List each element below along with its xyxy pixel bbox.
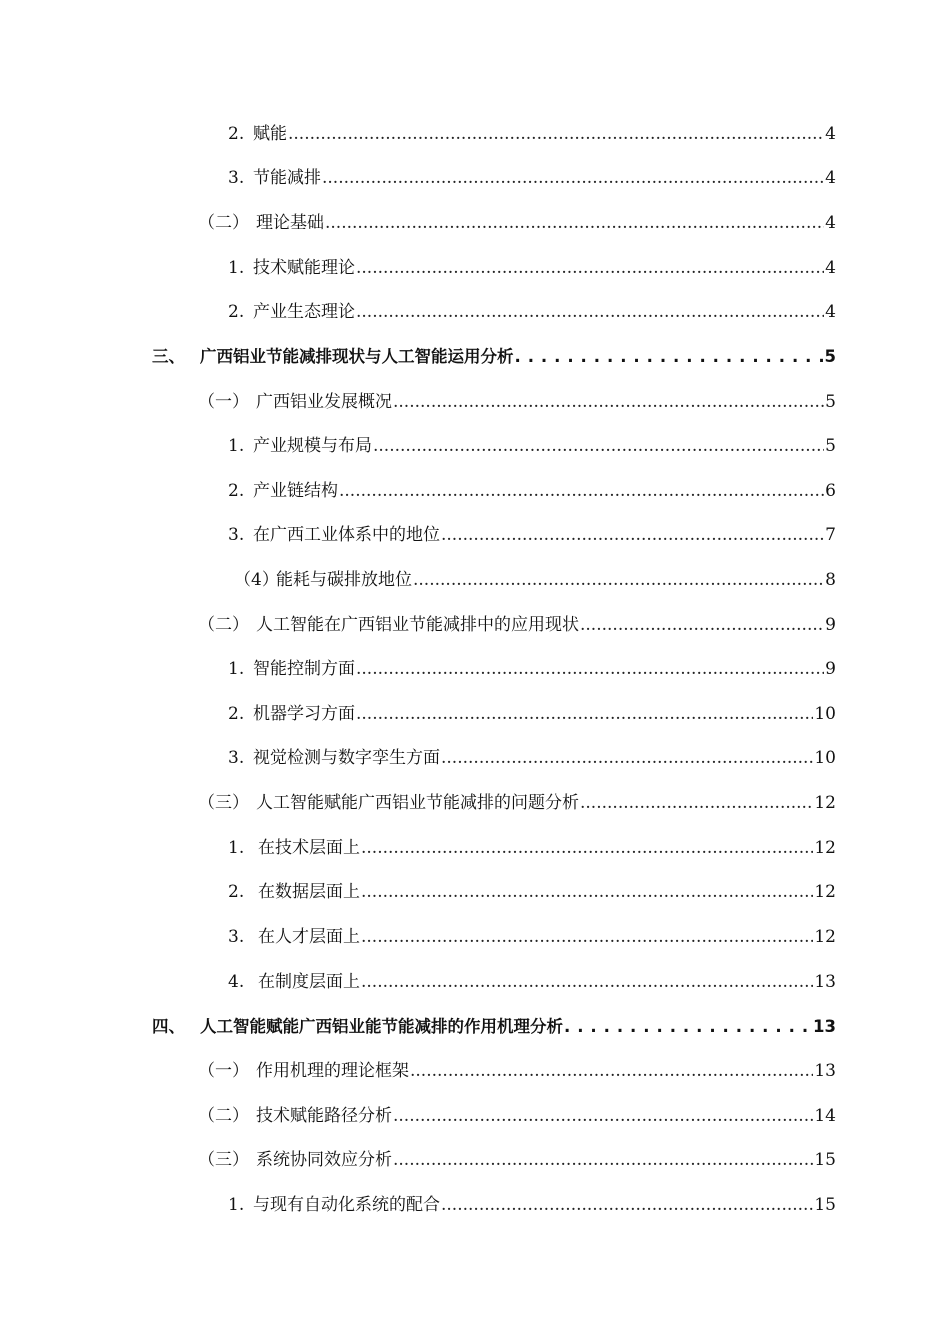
toc-entry-title: 在人才层面上	[258, 927, 360, 947]
dot-leader	[339, 480, 824, 502]
dot-leader	[361, 837, 813, 859]
toc-entry-number: 2.	[228, 704, 245, 724]
dot-leader	[515, 346, 824, 368]
toc-entry-number: 2.	[228, 302, 245, 322]
toc-entry[interactable]	[198, 1143, 836, 1171]
toc-entry[interactable]	[198, 1099, 836, 1127]
toc-entry-title: 人工智能赋能广西铝业能节能减排的作用机理分析	[200, 1017, 563, 1036]
toc-entry-page: 4	[825, 302, 836, 322]
dot-leader	[356, 658, 824, 680]
toc-entry-title: 理论基础	[256, 213, 324, 233]
toc-entry-page: 7	[825, 525, 836, 545]
toc-entry[interactable]	[228, 429, 836, 457]
toc-entry-page: 6	[825, 481, 836, 501]
toc-entry-title: 节能减排	[253, 168, 321, 188]
toc-entry-title: 产业链结构	[253, 481, 338, 501]
dot-leader	[441, 524, 824, 546]
toc-entry-number: 2.	[228, 882, 245, 902]
toc-entry-number: （一）	[198, 392, 249, 412]
toc-entry-title: 产业规模与布局	[253, 436, 372, 456]
toc-entry-title: 机器学习方面	[253, 704, 355, 724]
toc-entry-page: 14	[814, 1106, 836, 1126]
toc-entry-page: 4	[825, 258, 836, 278]
dot-leader	[580, 614, 824, 636]
toc-entry[interactable]	[198, 385, 836, 413]
toc-entry-page: 5	[825, 392, 836, 412]
dot-leader	[393, 1105, 813, 1127]
toc-entry[interactable]	[198, 1054, 836, 1082]
toc-entry-number: 2.	[228, 481, 245, 501]
toc-entry-title: 智能控制方面	[253, 659, 355, 679]
dot-leader	[441, 747, 813, 769]
toc-entry-number: 四、	[152, 1017, 185, 1036]
toc-entry-page: 13	[814, 1061, 836, 1081]
toc-entry-page: 12	[814, 838, 836, 858]
toc-entry[interactable]	[228, 251, 836, 279]
toc-entry-title: 与现有自动化系统的配合	[253, 1195, 440, 1215]
toc-entry-page: 15	[814, 1195, 836, 1215]
toc-entry-number: 三、	[152, 347, 185, 366]
toc-entry-title: 在数据层面上	[258, 882, 360, 902]
toc-entry-number: 3.	[228, 168, 245, 188]
dot-leader	[322, 167, 824, 189]
toc-entry[interactable]	[228, 1188, 836, 1216]
dot-leader	[393, 391, 824, 413]
toc-entry[interactable]	[228, 518, 836, 546]
toc-entry[interactable]	[198, 608, 836, 636]
toc-entry-title: 广西铝业节能减排现状与人工智能运用分析	[200, 347, 514, 366]
toc-entry-number: 3.	[228, 748, 245, 768]
toc-entry-number: （三）	[198, 793, 249, 813]
dot-leader	[413, 569, 824, 591]
dot-leader	[325, 212, 824, 234]
toc-entry-number: （二）	[198, 615, 249, 635]
toc-entry-number: 2.	[228, 124, 245, 144]
toc-entry-title: 作用机理的理论框架	[256, 1061, 409, 1081]
dot-leader	[361, 881, 813, 903]
dot-leader	[564, 1016, 812, 1038]
toc-entry-page: 5	[824, 347, 836, 366]
dot-leader	[580, 792, 813, 814]
toc-entry-title: 在技术层面上	[258, 838, 360, 858]
toc-entry-page: 4	[825, 124, 836, 144]
toc-entry[interactable]	[228, 920, 836, 948]
dot-leader	[361, 971, 813, 993]
toc-entry[interactable]	[228, 652, 836, 680]
toc-entry-page: 10	[814, 704, 836, 724]
dot-leader	[393, 1149, 813, 1171]
toc-entry-number: 3.	[228, 525, 245, 545]
toc-entry-page: 10	[814, 748, 836, 768]
toc-entry-number: （二）	[198, 213, 249, 233]
toc-entry-title: 视觉检测与数字孪生方面	[253, 748, 440, 768]
toc-section-heading[interactable]	[152, 1010, 836, 1038]
toc-entry-number: 1.	[228, 838, 245, 858]
dot-leader	[356, 257, 824, 279]
toc-entry[interactable]	[228, 117, 836, 145]
toc-entry-title: 在广西工业体系中的地位	[253, 525, 440, 545]
toc-entry-page: 15	[814, 1150, 836, 1170]
toc-entry-page: 13	[813, 1017, 836, 1036]
toc-entry-page: 12	[814, 882, 836, 902]
toc-entry-number: 3.	[228, 927, 245, 947]
toc-entry-number: （4）	[234, 570, 279, 590]
toc-entry[interactable]	[228, 295, 836, 323]
toc-entry-title: 系统协同效应分析	[256, 1150, 392, 1170]
toc-entry-page: 5	[825, 436, 836, 456]
toc-entry-page: 4	[825, 168, 836, 188]
dot-leader	[361, 926, 813, 948]
toc-entry-page: 12	[814, 793, 836, 813]
toc-entry-title: 能耗与碳排放地位	[276, 570, 412, 590]
toc-entry-number: （三）	[198, 1150, 249, 1170]
toc-entry[interactable]	[228, 741, 836, 769]
toc-entry[interactable]	[234, 563, 836, 591]
toc-entry-page: 9	[825, 659, 836, 679]
toc-entry-number: （二）	[198, 1106, 249, 1126]
toc-entry-title: 产业生态理论	[253, 302, 355, 322]
toc-entry[interactable]	[228, 875, 836, 903]
toc-entry[interactable]	[228, 161, 836, 189]
toc-entry-number: 1.	[228, 659, 245, 679]
toc-entry-number: 1.	[228, 258, 245, 278]
dot-leader	[288, 123, 824, 145]
toc-entry-title: 在制度层面上	[258, 972, 360, 992]
toc-entry-page: 8	[825, 570, 836, 590]
toc-entry-title: 技术赋能理论	[253, 258, 355, 278]
toc-entry-title: 技术赋能路径分析	[256, 1106, 392, 1126]
toc-entry-title: 赋能	[253, 124, 287, 144]
dot-leader	[373, 435, 824, 457]
toc-entry-title: 广西铝业发展概况	[256, 392, 392, 412]
toc-entry[interactable]	[228, 697, 836, 725]
toc-entry-page: 12	[814, 927, 836, 947]
toc-entry-page: 13	[814, 972, 836, 992]
toc-entry[interactable]	[198, 786, 836, 814]
toc-entry[interactable]	[228, 965, 836, 993]
toc-entry-number: 1.	[228, 436, 245, 456]
toc-entry-page: 4	[825, 213, 836, 233]
toc-entry-page: 9	[825, 615, 836, 635]
toc-entry[interactable]	[228, 831, 836, 859]
toc-entry-number: 4.	[228, 972, 245, 992]
toc-entry-title: 人工智能在广西铝业节能减排中的应用现状	[256, 615, 579, 635]
toc-entry-number: （一）	[198, 1061, 249, 1081]
dot-leader	[356, 301, 824, 323]
toc-entry[interactable]	[198, 206, 836, 234]
dot-leader	[410, 1060, 813, 1082]
toc-entry-title: 人工智能赋能广西铝业节能减排的问题分析	[256, 793, 579, 813]
toc-entry-number: 1.	[228, 1195, 245, 1215]
dot-leader	[356, 703, 813, 725]
toc-section-heading[interactable]	[152, 340, 836, 368]
toc-entry[interactable]	[228, 474, 836, 502]
dot-leader	[441, 1194, 813, 1216]
